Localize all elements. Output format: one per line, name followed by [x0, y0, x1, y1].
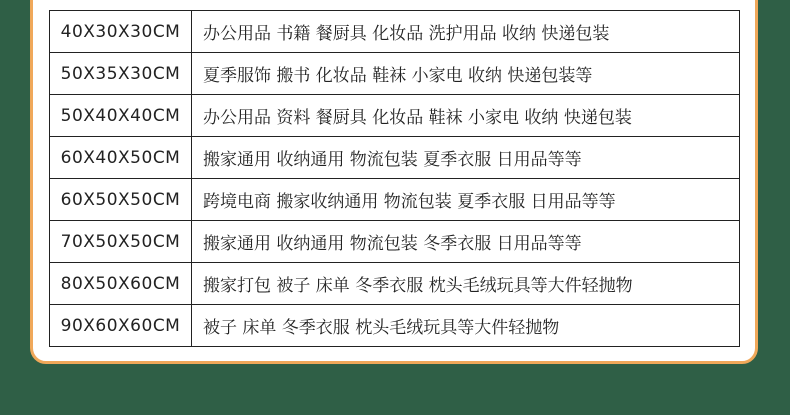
table-row [50, 53, 740, 95]
table-row [50, 263, 740, 305]
size-usage-table [49, 10, 740, 347]
size-cell: 80X50X60CM [50, 263, 192, 305]
size-cell: 60X40X50CM [50, 137, 192, 179]
size-cell: 70X50X50CM [50, 221, 192, 263]
table-row [50, 305, 740, 347]
usage-cell: 被子 床单 冬季衣服 枕头毛绒玩具等大件轻抛物 [192, 305, 740, 347]
usage-cell: 办公用品 资料 餐厨具 化妆品 鞋袜 小家电 收纳 快递包装 [192, 95, 740, 137]
size-cell: 60X50X50CM [50, 179, 192, 221]
table-row [50, 221, 740, 263]
usage-cell: 跨境电商 搬家收纳通用 物流包装 夏季衣服 日用品等等 [192, 179, 740, 221]
size-cell: 90X60X60CM [50, 305, 192, 347]
usage-cell: 搬家通用 收纳通用 物流包装 夏季衣服 日用品等等 [192, 137, 740, 179]
table-row [50, 179, 740, 221]
usage-cell: 搬家通用 收纳通用 物流包装 冬季衣服 日用品等等 [192, 221, 740, 263]
table-row [50, 95, 740, 137]
usage-cell: 办公用品 书籍 餐厨具 化妆品 洗护用品 收纳 快递包装 [192, 11, 740, 53]
size-cell: 40X30X30CM [50, 11, 192, 53]
usage-cell: 搬家打包 被子 床单 冬季衣服 枕头毛绒玩具等大件轻抛物 [192, 263, 740, 305]
usage-cell: 夏季服饰 搬书 化妆品 鞋袜 小家电 收纳 快递包装等 [192, 53, 740, 95]
table-row [50, 137, 740, 179]
size-cell: 50X40X40CM [50, 95, 192, 137]
table-row [50, 11, 740, 53]
size-cell: 50X35X30CM [50, 53, 192, 95]
